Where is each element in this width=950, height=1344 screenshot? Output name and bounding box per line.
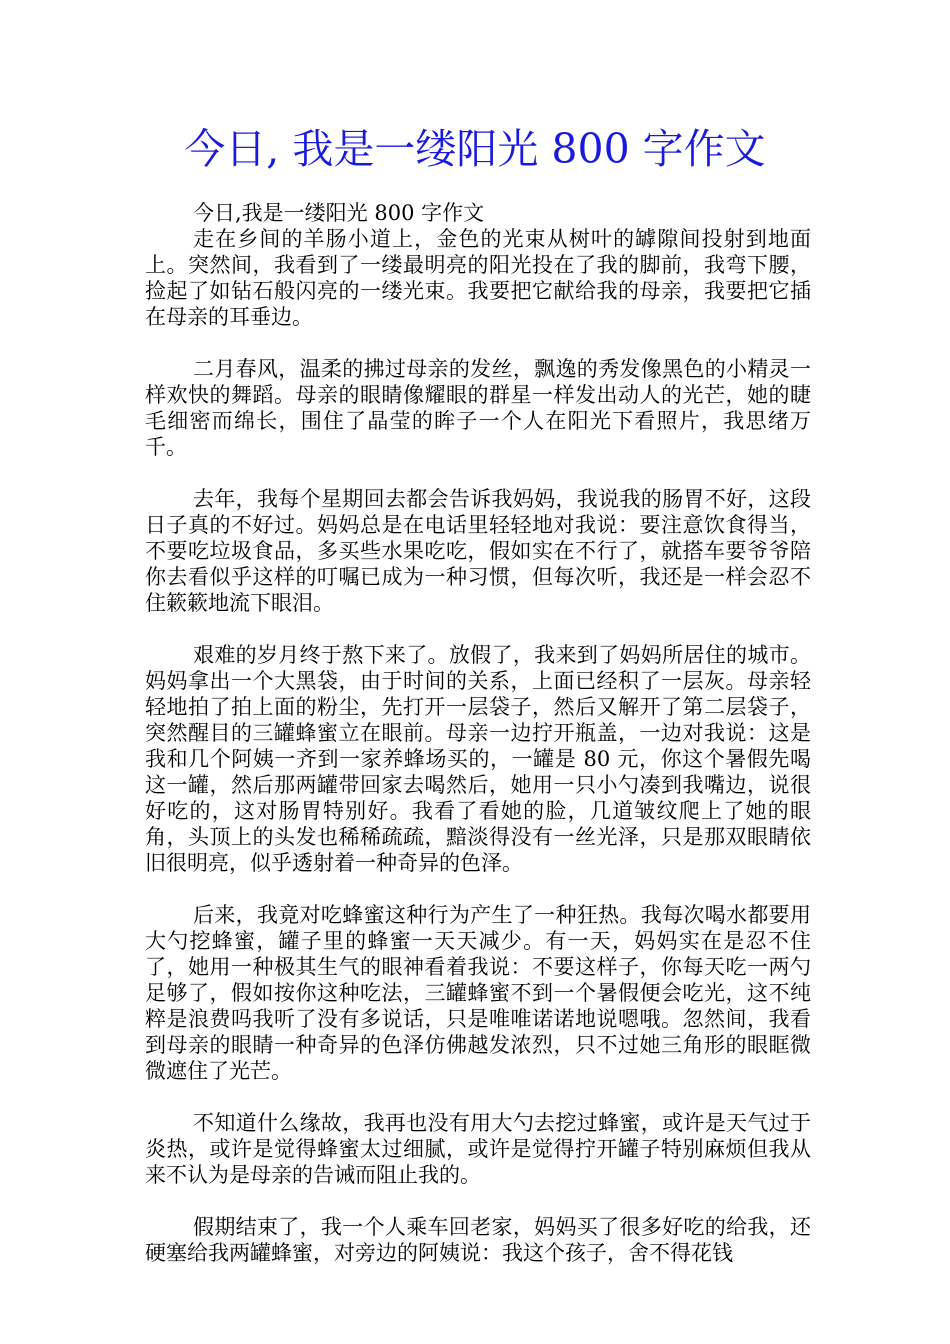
paragraph: 艰难的岁月终于熬下来了。放假了，我来到了妈妈所居住的城市。妈妈拿出一个大黑袋，由于时间的关系，上面已经积了一层灰。母亲轻轻地拍了拍上面的粉尘，先打开一层袋子，然后又解开了第二层袋子，突然醒目的三罐蜂蜜立在眼前。母亲一边拧开瓶盖，一边对我说：这是我和几个阿姨一齐到一家养蜂场买的，一罐是 80 元，你这个暑假先喝这一罐，然后那两罐带回家去喝然后，她用一只小勺凑到我嘴边，说很好吃的，这对肠胃特别好。我看了看她的脸，几道皱纹爬上了她的眼角，头顶上的头发也稀稀疏疏，黯淡得没有一丝光泽，只是那双眼睛依旧很明亮，似乎透射着一种奇异的色泽。 [145, 643, 811, 875]
document-title: 今日, 我是一缕阳光 800 字作文 [184, 125, 766, 173]
paragraph: 后来，我竟对吃蜂蜜这种行为产生了一种狂热。我每次喝水都要用大勺挖蜂蜜，罐子里的蜂蜜一天天减少。有一天，妈妈实在是忍不住了，她用一种极其生气的眼神看着我说：不要这样子，你每天吃一两勺足够了，假如按你这种吃法，三罐蜂蜜不到一个暑假便会吃光，这不纯粹是浪费吗我听了没有多说话，只是唯唯诺诺地说嗯哦。忽然间，我看到母亲的眼睛一种奇异的色泽仿佛越发浓烈，只不过她三角形的眼眶微微遮住了光芒。 [145, 903, 811, 1083]
document-body [145, 200, 811, 1292]
paragraph: 走在乡间的羊肠小道上，金色的光束从树叶的罅隙间投射到地面上。突然间，我看到了一缕最明亮的阳光投在了我的脚前，我弯下腰，捡起了如钻石般闪亮的一缕光束。我要把它献给我的母亲，我要把它插在母亲的耳垂边。 [145, 227, 811, 329]
document-subtitle: 今日,我是一缕阳光 800 字作文 [193, 201, 485, 225]
paragraph: 去年，我每个星期回去都会告诉我妈妈，我说我的肠胃不好，这段日子真的不好过。妈妈总是在电话里轻轻地对我说：要注意饮食得当，不要吃垃圾食品，多买些水果吃吃，假如实在不行了，就搭车要爷爷陪你去看似乎这样的叮嘱已成为一种习惯，但每次听，我还是一样会忍不住簌簌地流下眼泪。 [145, 487, 811, 615]
paragraph: 不知道什么缘故，我再也没有用大勺去挖过蜂蜜，或许是天气过于炎热，或许是觉得蜂蜜太过细腻，或许是觉得拧开罐子特别麻烦但我从来不认为是母亲的告诫而阻止我的。 [145, 1111, 811, 1187]
paragraph: 二月春风，温柔的拂过母亲的发丝，飘逸的秀发像黑色的小精灵一样欢快的舞蹈。母亲的眼睛像耀眼的群星一样发出动人的光芒，她的睫毛细密而绵长，围住了晶莹的眸子一个人在阳光下看照片，我思绪万千。 [145, 357, 811, 459]
paragraph: 假期结束了，我一个人乘车回老家，妈妈买了很多好吃的给我，还硬塞给我两罐蜂蜜，对旁边的阿姨说：我这个孩子，舍不得花钱 [145, 1215, 811, 1265]
